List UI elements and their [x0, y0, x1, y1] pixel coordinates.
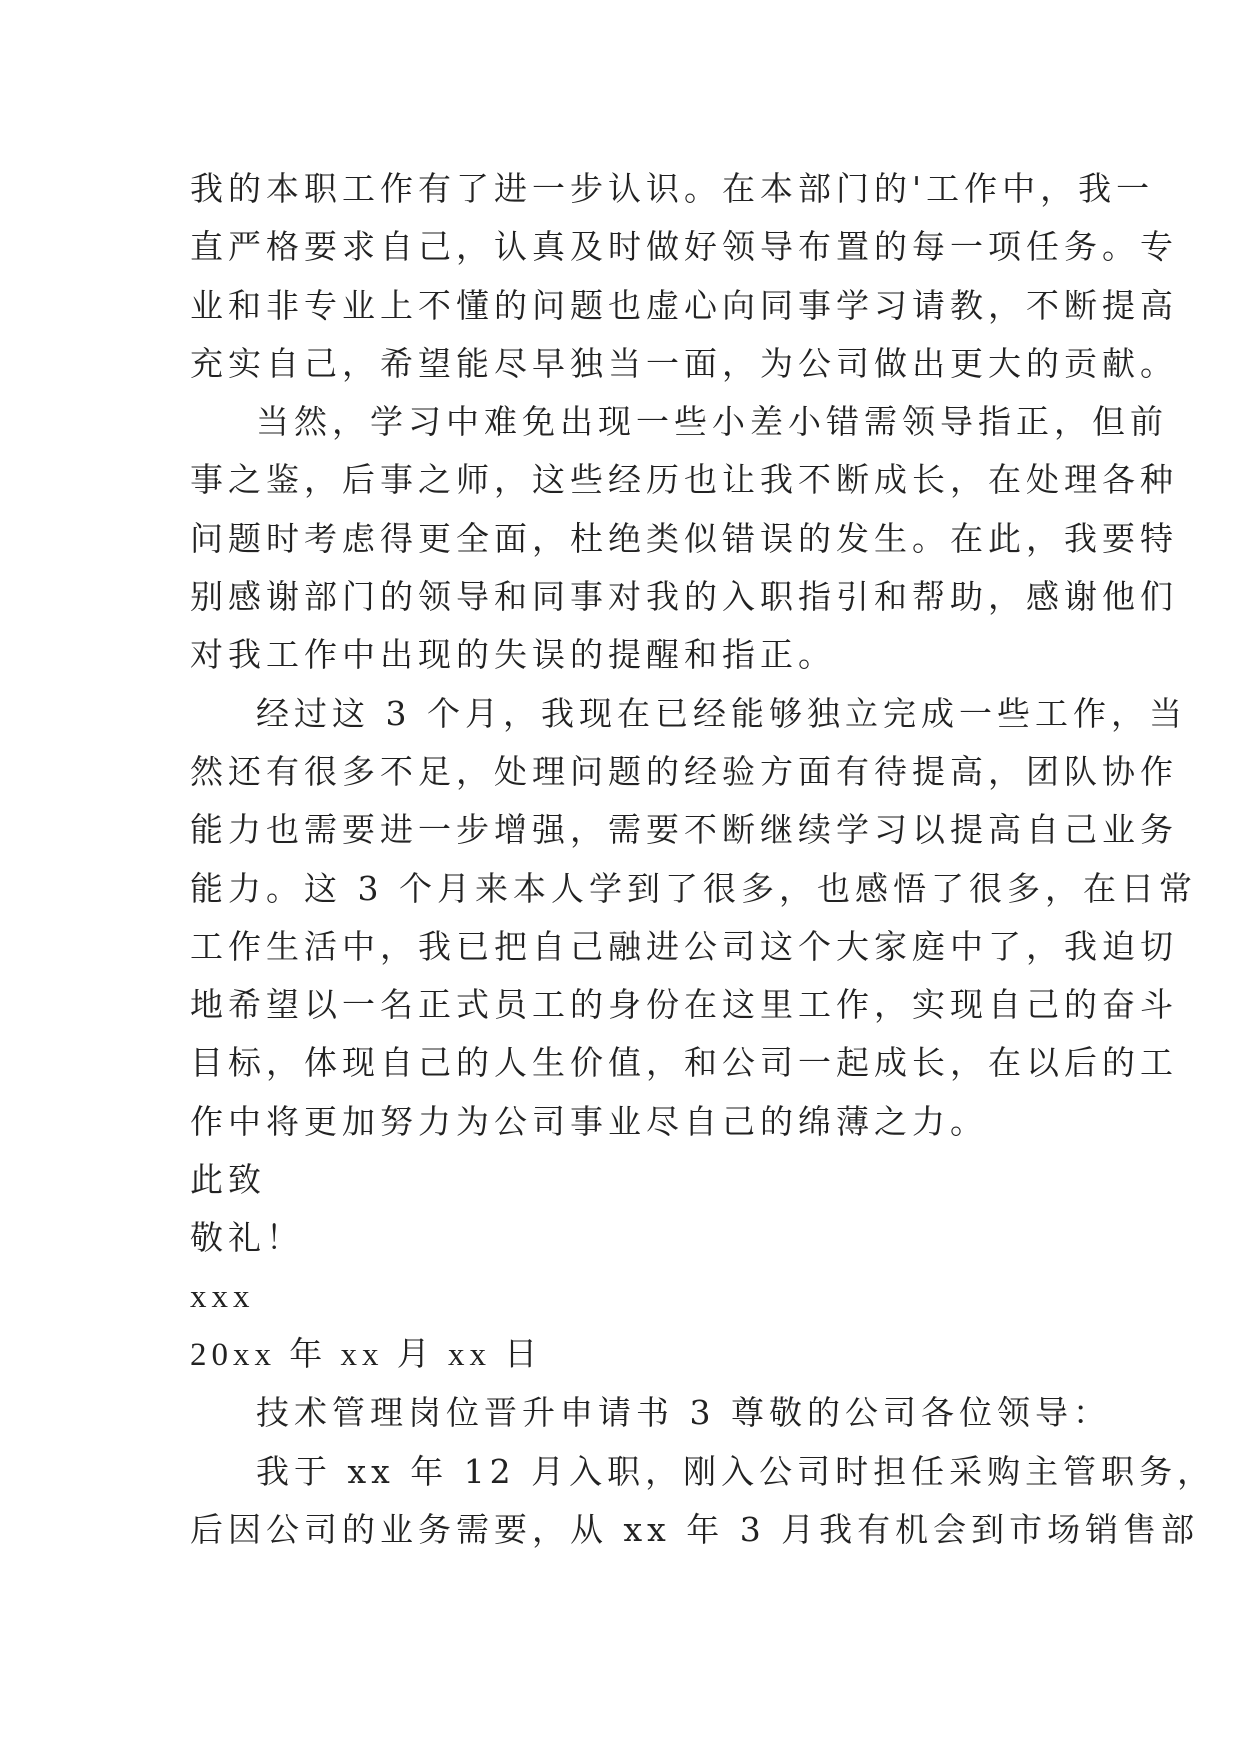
text-line: 后因公司的业务需要，从 xx 年 3 月我有机会到市场销售部	[190, 1509, 1200, 1549]
paragraph-first-line: 当然，学习中难免出现一些小差小错需领导指正，但前	[256, 402, 1168, 442]
text-line: 对我工作中出现的失误的提醒和指正。	[190, 635, 836, 675]
text-line: 充实自己，希望能尽早独当一面，为公司做出更大的贡献。	[190, 343, 1178, 383]
closing-regards: 敬礼！	[190, 1218, 304, 1258]
text-line: 事之鉴，后事之师，这些经历也让我不断成长，在处理各种	[190, 460, 1178, 500]
text-line: 地希望以一名正式员工的身份在这里工作，实现自己的奋斗	[190, 985, 1178, 1025]
document-body	[190, 160, 1216, 1559]
signature-date: 20xx 年 xx 月 xx 日	[190, 1336, 543, 1373]
text-line: 别感谢部门的领导和同事对我的入职指引和帮助，感谢他们	[190, 577, 1178, 617]
text-line: 工作生活中，我已把自己融进公司这个大家庭中了，我迫切	[190, 926, 1178, 966]
signature-name: xxx	[190, 1278, 255, 1315]
text-line: 作中将更加努力为公司事业尽自己的绵薄之力。	[190, 1101, 988, 1141]
section-heading: 技术管理岗位晋升申请书 3 尊敬的公司各位领导：	[256, 1393, 1111, 1433]
text-line: 然还有很多不足，处理问题的经验方面有待提高，团队协作	[190, 751, 1178, 791]
text-line: 我的本职工作有了进一步认识。在本部门的'工作中，我一	[190, 169, 1155, 208]
paragraph-first-line: 经过这 3 个月，我现在已经能够独立完成一些工作，当	[256, 693, 1187, 733]
text-line: 目标，体现自己的人生价值，和公司一起成长，在以后的工	[190, 1043, 1178, 1083]
paragraph-first-line: 我于 xx 年 12 月入职，刚入公司时担任采购主管职务，	[256, 1451, 1216, 1491]
text-line: 业和非专业上不懂的问题也虚心向同事学习请教，不断提高	[190, 285, 1178, 325]
text-line: 直严格要求自己，认真及时做好领导布置的每一项任务。专	[190, 227, 1178, 267]
closing-salutation: 此致	[190, 1160, 266, 1200]
text-line: 问题时考虑得更全面，杜绝类似错误的发生。在此，我要特	[190, 518, 1178, 558]
text-line: 能力。这 3 个月来本人学到了很多，也感悟了很多，在日常	[190, 868, 1197, 908]
text-line: 能力也需要进一步增强，需要不断继续学习以提高自己业务	[190, 810, 1178, 850]
